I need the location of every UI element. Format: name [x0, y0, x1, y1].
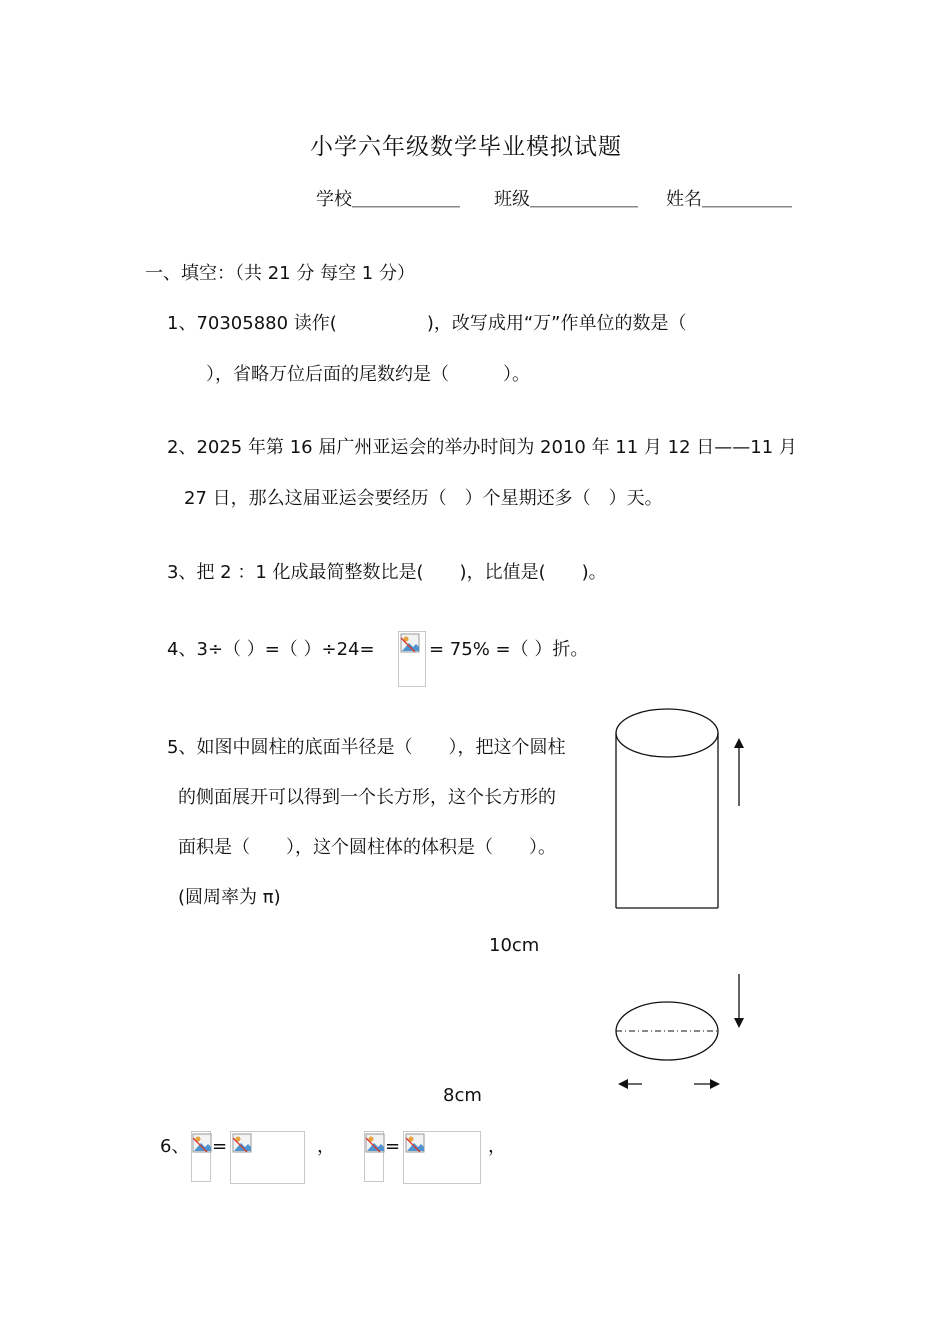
question-2-line-2: 27 日，那么这届亚运会要经历（ ）个星期还多（ ）天。 — [184, 488, 663, 509]
question-4-part-2: = 75% =（ ）折。 — [429, 639, 589, 660]
comma: ， — [488, 1136, 506, 1157]
section-heading: 一、填空：（共 21 分 每空 1 分） — [145, 263, 415, 284]
question-5-line-4: (圆周率为 π) — [178, 887, 281, 908]
diameter-label: 8cm — [443, 1085, 482, 1106]
broken-image-icon — [398, 631, 426, 687]
cylinder-top-ellipse — [616, 709, 718, 757]
broken-image-icon — [364, 1131, 384, 1182]
school-field: 学校＿＿＿＿＿＿ — [316, 189, 460, 210]
page-title: 小学六年级数学毕业模拟试题 — [310, 134, 622, 160]
cylinder-figure — [600, 700, 760, 1100]
question-6-label: 6、 — [160, 1136, 190, 1157]
question-5-line-3: 面积是（ ），这个圆柱体的体积是（ ）。 — [178, 837, 556, 858]
broken-image-icon — [191, 1131, 211, 1182]
height-label: 10cm — [489, 935, 540, 956]
question-1-line-2: ），省略万位后面的尾数约是（ ）。 — [206, 364, 530, 385]
equals-sign: = — [212, 1136, 228, 1157]
question-5-line-1: 5、如图中圆柱的底面半径是（ ），把这个圆柱 — [167, 737, 566, 758]
broken-image-icon — [403, 1131, 481, 1184]
question-5-line-2: 的侧面展开可以得到一个长方形，这个长方形的 — [178, 787, 556, 808]
class-field: 班级＿＿＿＿＿＿ — [494, 189, 638, 210]
broken-image-icon — [230, 1131, 305, 1184]
question-1-line-1: 1、70305880 读作( )，改写成用“万”作单位的数是（ — [167, 313, 687, 334]
name-field: 姓名＿＿＿＿＿ — [666, 189, 792, 210]
question-2-line-1: 2、2025 年第 16 届广州亚运会的举办时间为 2010 年 11 月 12 日——11 月 — [167, 437, 797, 458]
question-3: 3、把 2 ：1 化成最简整数比是( )，比值是( )。 — [167, 562, 607, 583]
comma: ， — [317, 1136, 335, 1157]
equals-sign: = — [385, 1136, 401, 1157]
question-4-part-1: 4、3÷（ ）=（ ）÷24= — [167, 639, 375, 660]
